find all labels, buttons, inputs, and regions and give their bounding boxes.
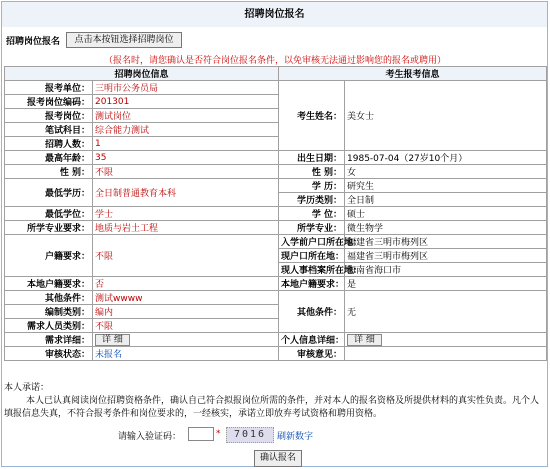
job-detail-button[interactable]: 详 细 [95, 334, 130, 346]
major-value: 微生物学 [345, 221, 547, 235]
local-req-label: 本地户籍要求： [5, 277, 93, 291]
major-label: 所学专业： [279, 221, 345, 235]
major-req-value: 地质与岩土工程 [93, 221, 279, 235]
edutype-value: 全日制 [345, 193, 547, 207]
count-label: 招聘人数： [5, 137, 93, 151]
captcha-image: 7016 [226, 427, 274, 443]
staff-value: 编内 [93, 305, 279, 319]
major-req-label: 所学专业要求： [5, 221, 93, 235]
edu-req-value: 全日制普通教育本科 [93, 179, 279, 207]
post-value: 测试岗位 [93, 109, 279, 123]
pledge-body: 本人已认真阅读岗位招聘资格条件，确认自己符合拟报岗位所需的条件，并对本人的报名资格及所提供材料的真实性负责。凡个人填报信息失真，不符合报考条件和岗位要求的，一经核实，承诺立即放弃考试资格和聘用资格。 [4, 396, 540, 419]
local-req-value: 否 [93, 277, 279, 291]
personal-detail-label: 个人信息详细： [279, 333, 345, 347]
name-value: 美女士 [345, 81, 547, 151]
personal-detail-cell [345, 333, 547, 347]
captcha-label: 请输入验证码： [118, 432, 182, 442]
local-label: 本地户籍要求： [279, 277, 345, 291]
gender-value: 女 [345, 165, 547, 179]
degree-req-label: 最低学位： [5, 207, 93, 221]
select-row [2, 30, 547, 50]
select-post-button[interactable]: 点击本按钮选择招聘岗位 [66, 32, 182, 48]
unit-value: 三明市公务员局 [93, 81, 279, 95]
personal-detail-button[interactable]: 详 细 [347, 334, 382, 346]
need-value: 不限 [93, 319, 279, 333]
review-status-label: 审核状态： [5, 347, 93, 361]
captcha-input[interactable] [188, 427, 214, 441]
edu-label: 学 历： [279, 179, 345, 193]
notice-text: （报名时，请您确认是否符合岗位报名条件，以免审核无法通过影响您的报名或聘用） [103, 56, 446, 66]
count-value: 1 [93, 137, 279, 151]
post-label: 报考岗位： [5, 109, 93, 123]
degree-label: 学 位： [279, 207, 345, 221]
subject-label: 笔试科目： [5, 123, 93, 137]
info-table [4, 66, 547, 361]
job-detail-cell [93, 333, 279, 347]
page-title: 招聘岗位报名 [2, 2, 547, 27]
review-status-value: 未报名 [93, 347, 279, 361]
local-value: 是 [345, 277, 547, 291]
degree-req-value: 学士 [93, 207, 279, 221]
degree-value: 硕士 [345, 207, 547, 221]
applicant-info-header: 考生报考信息 [279, 67, 547, 81]
confirm-submit-button[interactable]: 确认报名 [254, 450, 302, 467]
hukou-req-label: 户籍要求： [5, 235, 93, 277]
staff-label: 编制类别： [5, 305, 93, 319]
birth-label: 出生日期： [279, 151, 345, 165]
need-label: 需求人员类别： [5, 319, 93, 333]
maxage-value: 35 [93, 151, 279, 165]
other-label: 其他条件： [279, 291, 345, 333]
job-detail-label: 需求详细： [5, 333, 93, 347]
hukou-label: 现户口所在地： [279, 249, 345, 263]
pledge-section [4, 380, 546, 421]
code-value: 201301 [93, 95, 279, 109]
other-value: 无 [345, 291, 547, 333]
pledge-title: 本人承诺： [4, 383, 50, 393]
gender-req-value: 不限 [93, 165, 279, 179]
opinion-value [345, 347, 547, 361]
opinion-label: 审核意见： [279, 347, 345, 361]
refresh-captcha-link[interactable]: 刷新数字 [277, 432, 314, 442]
edu-req-label: 最低学历： [5, 179, 93, 207]
edutype-label: 学历类别： [279, 193, 345, 207]
other-req-label: 其他条件： [5, 291, 93, 305]
archive-label: 现人事档案所在地： [279, 263, 345, 277]
gender-label: 性 别： [279, 165, 345, 179]
other-req-value: 测试wwww [93, 291, 279, 305]
hukou-value: 福建省三明市梅列区 [345, 249, 547, 263]
select-row-label: 招聘岗位报名 [6, 37, 61, 47]
birth-value: 1985-07-04（27岁10个月） [345, 151, 547, 165]
enroll-hukou-label: 入学前户口所在地： [279, 235, 345, 249]
job-info-header: 招聘岗位信息 [5, 67, 279, 81]
code-label: 报考岗位编码： [5, 95, 93, 109]
subject-value: 综合能力测试 [93, 123, 279, 137]
hukou-req-value: 不限 [93, 235, 279, 277]
archive-value: 海南省海口市 [345, 263, 547, 277]
enroll-hukou-value: 福建省三明市梅列区 [345, 235, 547, 249]
edu-value: 研究生 [345, 179, 547, 193]
gender-req-label: 性 别： [5, 165, 93, 179]
unit-label: 报考单位： [5, 81, 93, 95]
maxage-label: 最高年龄： [5, 151, 93, 165]
name-label: 考生姓名： [279, 81, 345, 151]
required-star: * [216, 429, 221, 439]
